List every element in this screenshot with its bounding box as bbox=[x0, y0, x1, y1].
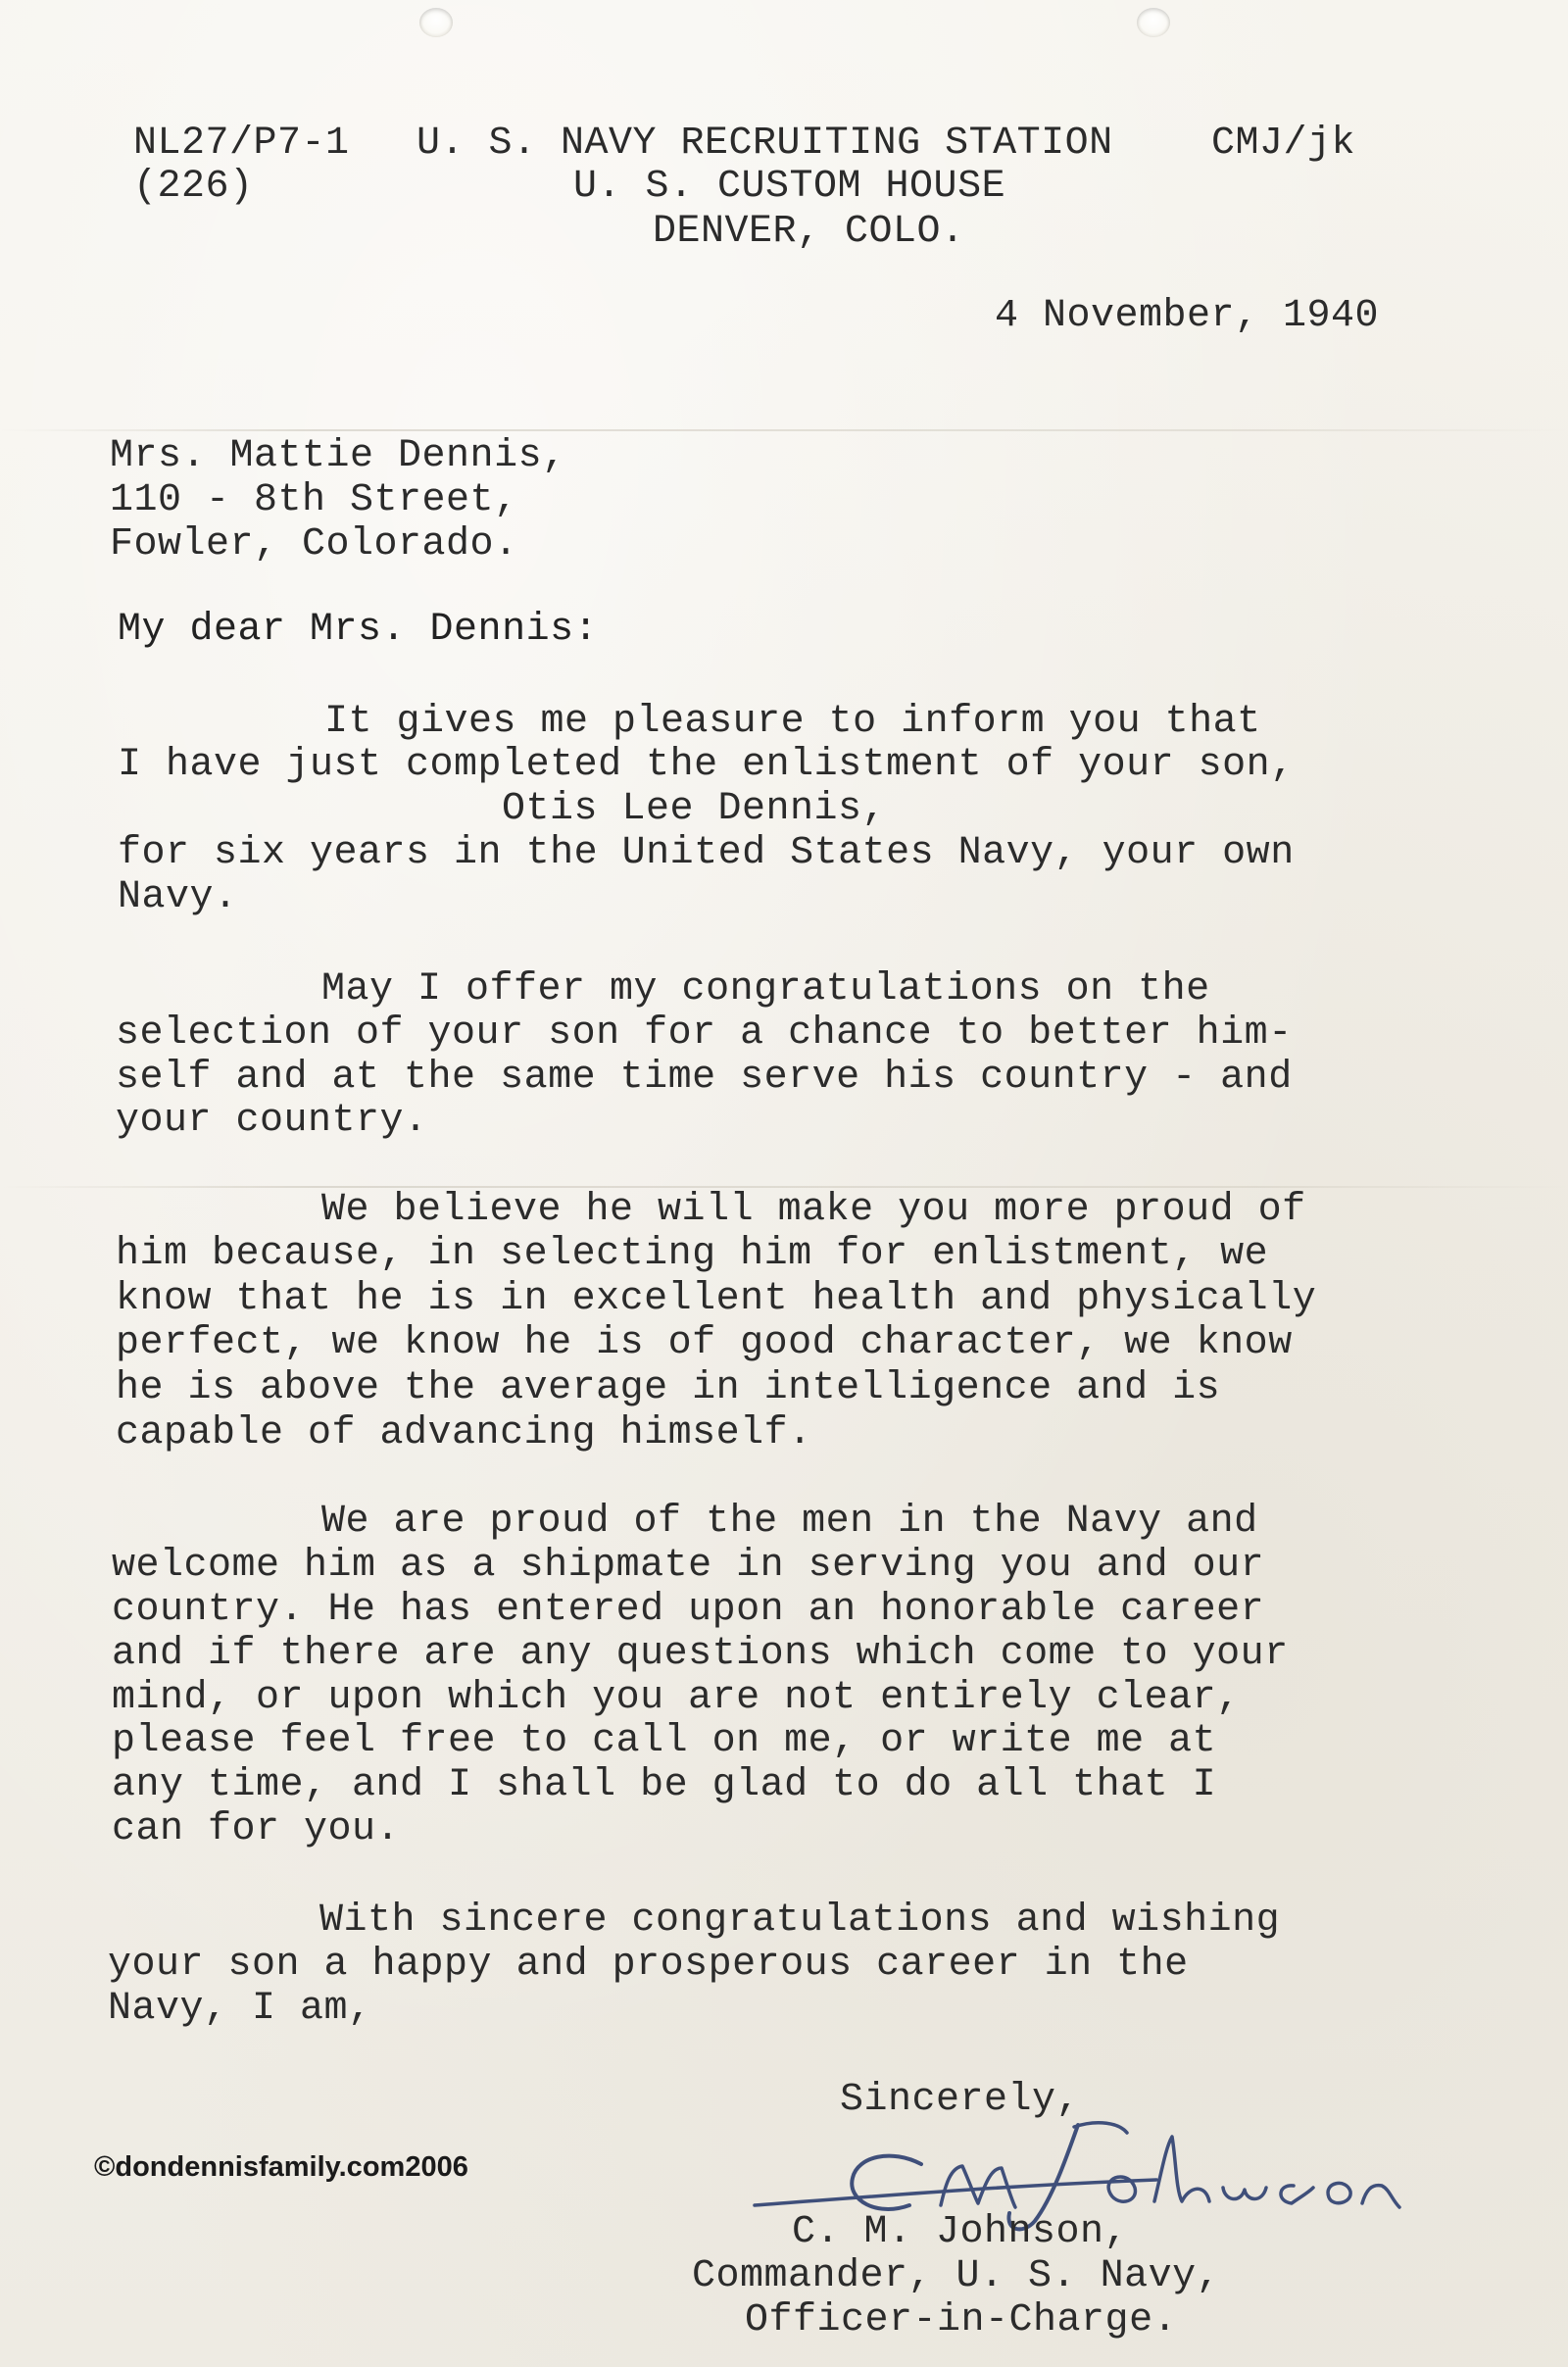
signer-role: Officer-in-Charge. bbox=[745, 2298, 1178, 2342]
recipient-name: Mrs. Mattie Dennis, bbox=[110, 434, 566, 478]
paragraph-3-line-1: We believe he will make you more proud of bbox=[321, 1188, 1306, 1232]
station-name: U. S. NAVY RECRUITING STATION bbox=[416, 122, 1113, 166]
paragraph-4-line-4: and if there are any questions which come to your bbox=[112, 1632, 1289, 1676]
paragraph-4-line-5: mind, or upon which you are not entirely clear, bbox=[112, 1676, 1241, 1720]
punch-hole-left bbox=[419, 8, 453, 37]
paragraph-3-line-6: capable of advancing himself. bbox=[116, 1411, 812, 1455]
paragraph-4-line-1: We are proud of the men in the Navy and bbox=[321, 1500, 1258, 1544]
paper-fold-upper bbox=[0, 429, 1568, 431]
punch-hole-right bbox=[1137, 8, 1170, 37]
paragraph-1-line-5: Navy. bbox=[118, 875, 238, 919]
typist-initials: CMJ/jk bbox=[1211, 122, 1356, 166]
paragraph-1-line-1: It gives me pleasure to inform you that bbox=[324, 700, 1261, 744]
paragraph-5-line-3: Navy, I am, bbox=[108, 1987, 372, 2031]
recipient-street: 110 - 8th Street, bbox=[110, 478, 518, 522]
salutation: My dear Mrs. Dennis: bbox=[118, 608, 599, 652]
station-building: U. S. CUSTOM HOUSE bbox=[573, 165, 1006, 209]
paragraph-2-line-4: your country. bbox=[116, 1099, 428, 1143]
paragraph-3-line-5: he is above the average in intelligence and is bbox=[116, 1366, 1221, 1410]
copyright-watermark: ©dondennisfamily.com2006 bbox=[94, 2151, 468, 2183]
recipient-city: Fowler, Colorado. bbox=[110, 522, 518, 567]
reference-code: NL27/P7-1 bbox=[133, 122, 350, 166]
paragraph-4-line-3: country. He has entered upon an honorable career bbox=[112, 1588, 1265, 1632]
paragraph-2-line-2: selection of your son for a chance to better him- bbox=[116, 1011, 1293, 1056]
paragraph-5-line-2: your son a happy and prosperous career in the bbox=[108, 1943, 1189, 1987]
paragraph-2-line-3: self and at the same time serve his country - and bbox=[116, 1056, 1293, 1100]
enlistee-name: Otis Lee Dennis, bbox=[502, 787, 887, 831]
paragraph-1-line-2: I have just completed the enlistment of your son, bbox=[118, 743, 1295, 787]
paragraph-2-line-1: May I offer my congratulations on the bbox=[321, 967, 1210, 1011]
station-city: DENVER, COLO. bbox=[653, 210, 965, 254]
paragraph-4-line-2: welcome him as a shipmate in serving you and our bbox=[112, 1544, 1265, 1588]
signer-name: C. M. Johnson, bbox=[792, 2210, 1129, 2254]
paragraph-3-line-2: him because, in selecting him for enlistment, we bbox=[116, 1232, 1269, 1276]
paragraph-1-line-4: for six years in the United States Navy, your own bbox=[118, 831, 1295, 875]
closing: Sincerely, bbox=[840, 2078, 1081, 2122]
paragraph-5-line-1: With sincere congratulations and wishing bbox=[319, 1899, 1281, 1943]
paragraph-4-line-6: please feel free to call on me, or write me at bbox=[112, 1719, 1217, 1763]
signer-title: Commander, U. S. Navy, bbox=[692, 2254, 1221, 2298]
paragraph-4-line-8: can for you. bbox=[112, 1807, 401, 1851]
letter-date: 4 November, 1940 bbox=[995, 294, 1380, 338]
paragraph-3-line-4: perfect, we know he is of good character, we know bbox=[116, 1321, 1293, 1365]
paragraph-3-line-3: know that he is in excellent health and physically bbox=[116, 1277, 1317, 1321]
reference-number: (226) bbox=[133, 165, 254, 209]
paragraph-4-line-7: any time, and I shall be glad to do all that I bbox=[112, 1763, 1217, 1807]
